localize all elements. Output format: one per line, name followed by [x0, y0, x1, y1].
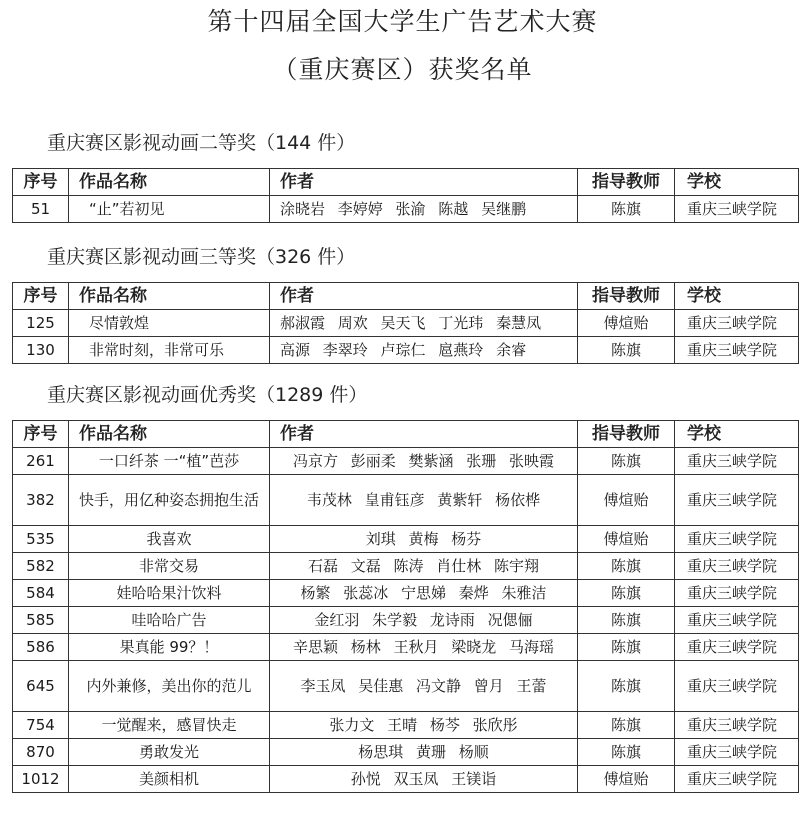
- cell-teacher: 傅煊贻: [578, 475, 675, 526]
- table-header-row: [13, 421, 799, 448]
- cell-authors: 辛思颖 杨林 王秋月 梁晓龙 马海瑶: [270, 634, 578, 661]
- col-header-work-name: 作品名称: [69, 421, 270, 448]
- cell-authors: 石磊 文磊 陈涛 肖仕林 陈宇翔: [270, 553, 578, 580]
- col-header-teacher: 指导教师: [578, 283, 675, 310]
- table-row: [13, 475, 799, 526]
- cell-authors: 杨思琪 黄珊 杨顺: [270, 739, 578, 766]
- cell-authors: 涂晓岩 李婷婷 张渝 陈越 吴继鹏: [270, 196, 578, 223]
- cell-work-name: 尽情敦煌: [69, 310, 270, 337]
- cell-school: 重庆三峡学院: [675, 661, 799, 712]
- cell-authors: 冯京方 彭丽柔 樊紫涵 张珊 张映霞: [270, 448, 578, 475]
- cell-school: 重庆三峡学院: [675, 448, 799, 475]
- table-row: [13, 580, 799, 607]
- cell-teacher: 傅煊贻: [578, 310, 675, 337]
- col-header-authors: 作者: [270, 283, 578, 310]
- col-header-school: 学校: [675, 283, 799, 310]
- cell-authors: 孙悦 双玉凤 王镁诣: [270, 766, 578, 793]
- table-header-row: [13, 283, 799, 310]
- document-title-line2: （重庆赛区）获奖名单: [272, 55, 533, 84]
- cell-index: 582: [13, 553, 69, 580]
- cell-school: 重庆三峡学院: [675, 739, 799, 766]
- col-header-teacher: 指导教师: [578, 421, 675, 448]
- section-heading-third-prize: 重庆赛区影视动画三等奖（326 件）: [47, 246, 356, 268]
- table-excellence-prize: [12, 420, 799, 793]
- table-row: [13, 739, 799, 766]
- cell-authors: 郝淑霞 周欢 吴天飞 丁光玮 秦慧凤: [270, 310, 578, 337]
- section-heading-excellence-prize: 重庆赛区影视动画优秀奖（1289 件）: [47, 384, 368, 406]
- cell-authors: 刘琪 黄梅 杨芬: [270, 526, 578, 553]
- table-row: [13, 337, 799, 364]
- cell-teacher: 陈旗: [578, 448, 675, 475]
- cell-school: 重庆三峡学院: [675, 337, 799, 364]
- col-header-index: 序号: [13, 169, 69, 196]
- cell-index: 586: [13, 634, 69, 661]
- cell-teacher: 傅煊贻: [578, 526, 675, 553]
- cell-work-name: 果真能 99？！: [69, 634, 270, 661]
- cell-teacher: 陈旗: [578, 580, 675, 607]
- col-header-index: 序号: [13, 421, 69, 448]
- col-header-teacher: 指导教师: [578, 169, 675, 196]
- col-header-school: 学校: [675, 169, 799, 196]
- cell-index: 754: [13, 712, 69, 739]
- cell-index: 125: [13, 310, 69, 337]
- cell-school: 重庆三峡学院: [675, 634, 799, 661]
- cell-work-name: 一口纤茶 一“植”芭莎: [69, 448, 270, 475]
- cell-teacher: 陈旗: [578, 553, 675, 580]
- table-second-prize: [12, 168, 799, 223]
- cell-work-name: 勇敢发光: [69, 739, 270, 766]
- table-row: [13, 766, 799, 793]
- col-header-authors: 作者: [270, 421, 578, 448]
- cell-teacher: 陈旗: [578, 712, 675, 739]
- section-heading-second-prize: 重庆赛区影视动画二等奖（144 件）: [47, 132, 356, 154]
- document-title-line1: 第十四届全国大学生广告艺术大赛: [207, 7, 598, 36]
- cell-index: 1012: [13, 766, 69, 793]
- cell-teacher: 傅煊贻: [578, 766, 675, 793]
- cell-work-name: 我喜欢: [69, 526, 270, 553]
- cell-index: 870: [13, 739, 69, 766]
- cell-index: 130: [13, 337, 69, 364]
- table-row: [13, 526, 799, 553]
- col-header-work-name: 作品名称: [69, 169, 270, 196]
- cell-authors: 李玉凤 吴佳惠 冯文静 曾月 王蕾: [270, 661, 578, 712]
- cell-school: 重庆三峡学院: [675, 580, 799, 607]
- cell-work-name: 娃哈哈果汁饮料: [69, 580, 270, 607]
- cell-teacher: 陈旗: [578, 634, 675, 661]
- table-row: [13, 310, 799, 337]
- cell-index: 585: [13, 607, 69, 634]
- cell-school: 重庆三峡学院: [675, 553, 799, 580]
- cell-index: 535: [13, 526, 69, 553]
- cell-authors: 韦茂林 皇甫钰彦 黄紫轩 杨依桦: [270, 475, 578, 526]
- cell-work-name: 哇哈哈广告: [69, 607, 270, 634]
- cell-school: 重庆三峡学院: [675, 475, 799, 526]
- cell-school: 重庆三峡学院: [675, 196, 799, 223]
- cell-work-name: “止”若初见: [69, 196, 270, 223]
- cell-teacher: 陈旗: [578, 337, 675, 364]
- col-header-index: 序号: [13, 283, 69, 310]
- cell-teacher: 陈旗: [578, 196, 675, 223]
- table-row: [13, 661, 799, 712]
- cell-authors: 张力文 王晴 杨芩 张欣彤: [270, 712, 578, 739]
- table-row: [13, 607, 799, 634]
- table-row: [13, 634, 799, 661]
- cell-work-name: 内外兼修，美出你的范儿: [69, 661, 270, 712]
- col-header-school: 学校: [675, 421, 799, 448]
- cell-school: 重庆三峡学院: [675, 712, 799, 739]
- cell-school: 重庆三峡学院: [675, 766, 799, 793]
- cell-authors: 金红羽 朱学毅 龙诗雨 况偲俪: [270, 607, 578, 634]
- cell-work-name: 快手，用亿种姿态拥抱生活: [69, 475, 270, 526]
- cell-school: 重庆三峡学院: [675, 526, 799, 553]
- cell-index: 382: [13, 475, 69, 526]
- cell-teacher: 陈旗: [578, 607, 675, 634]
- cell-index: 51: [13, 196, 69, 223]
- cell-teacher: 陈旗: [578, 661, 675, 712]
- cell-work-name: 非常时刻，非常可乐: [69, 337, 270, 364]
- table-third-prize: [12, 282, 799, 364]
- col-header-authors: 作者: [270, 169, 578, 196]
- table-row: [13, 553, 799, 580]
- col-header-work-name: 作品名称: [69, 283, 270, 310]
- cell-school: 重庆三峡学院: [675, 310, 799, 337]
- cell-authors: 高源 李翠玲 卢琮仁 扈燕玲 余睿: [270, 337, 578, 364]
- cell-work-name: 美颜相机: [69, 766, 270, 793]
- cell-work-name: 非常交易: [69, 553, 270, 580]
- cell-teacher: 陈旗: [578, 739, 675, 766]
- table-row: [13, 448, 799, 475]
- table-row: [13, 196, 799, 223]
- table-header-row: [13, 169, 799, 196]
- cell-school: 重庆三峡学院: [675, 607, 799, 634]
- cell-authors: 杨繁 张蕊冰 宁思娣 秦烨 朱雅洁: [270, 580, 578, 607]
- cell-work-name: 一觉醒来，感冒快走: [69, 712, 270, 739]
- cell-index: 261: [13, 448, 69, 475]
- table-row: [13, 712, 799, 739]
- cell-index: 584: [13, 580, 69, 607]
- cell-index: 645: [13, 661, 69, 712]
